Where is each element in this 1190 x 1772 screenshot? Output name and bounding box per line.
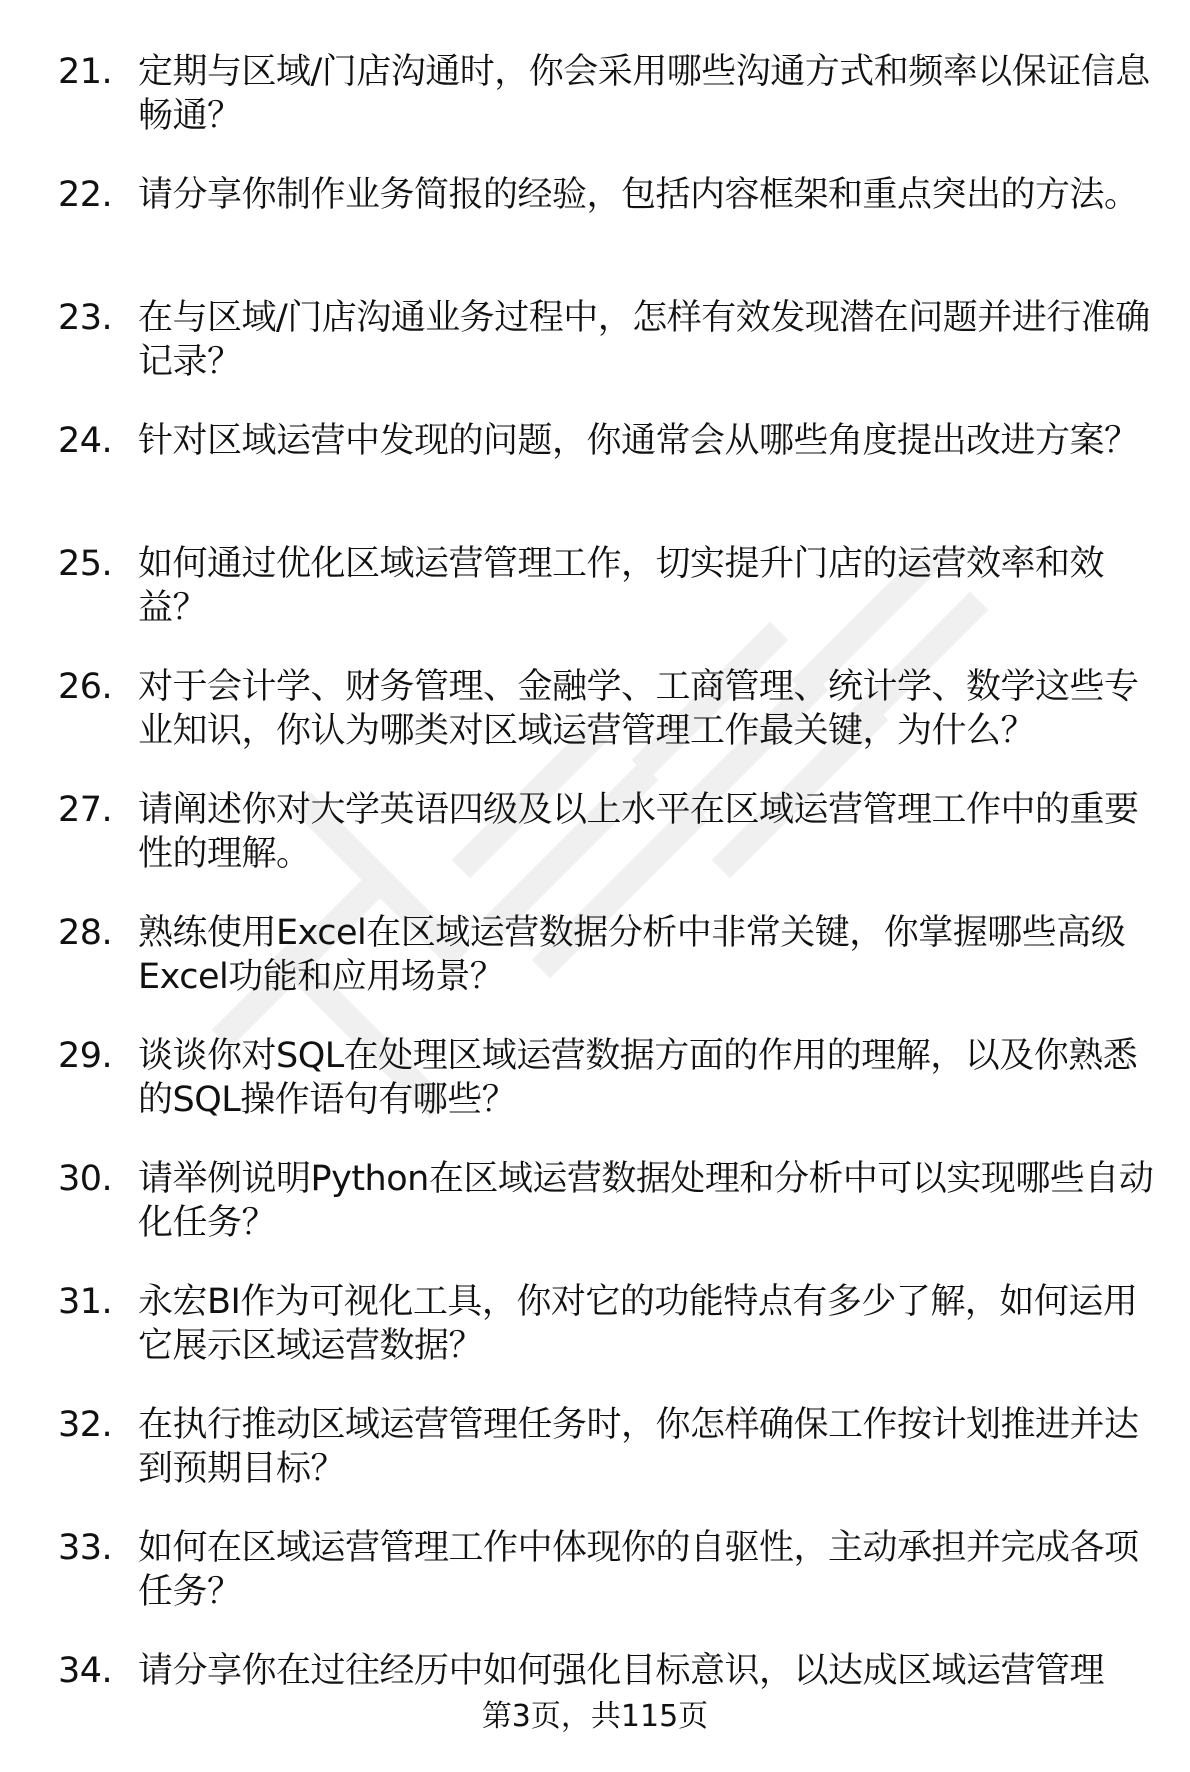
question-text: 如何在区域运营管理工作中体现你的自驱性，主动承担并完成各项任务？ xyxy=(138,1528,1139,1612)
question-text: 在执行推动区域运营管理任务时，你怎样确保工作按计划推进并达到预期目标？ xyxy=(138,1405,1139,1489)
question-number: 28. xyxy=(58,913,113,953)
list-item xyxy=(58,296,1168,419)
question-number: 30. xyxy=(58,1159,113,1199)
page-number-label: 第3页，共115页 xyxy=(481,1699,709,1734)
list-item xyxy=(58,1280,1168,1403)
question-number: 32. xyxy=(58,1405,113,1445)
list-item xyxy=(58,911,1168,1034)
question-text: 如何通过优化区域运营管理工作，切实提升门店的运营效率和效益？ xyxy=(138,544,1105,628)
question-number: 29. xyxy=(58,1036,113,1076)
list-item xyxy=(58,542,1168,665)
question-text: 请阐述你对大学英语四级及以上水平在区域运营管理工作中的重要性的理解。 xyxy=(138,790,1139,874)
list-item xyxy=(58,665,1168,788)
list-item xyxy=(58,419,1168,542)
question-number: 23. xyxy=(58,298,113,338)
question-text: 对于会计学、财务管理、金融学、工商管理、统计学、数学这些专业知识，你认为哪类对区域运营管理工作最关键，为什么？ xyxy=(138,667,1139,751)
question-number: 26. xyxy=(58,667,113,707)
list-item xyxy=(58,1034,1168,1157)
question-number: 25. xyxy=(58,544,113,584)
question-text: 在与区域/门店沟通业务过程中，怎样有效发现潜在问题并进行准确记录？ xyxy=(138,298,1150,382)
page-footer xyxy=(0,1697,1190,1737)
question-text: 请举例说明Python在区域运营数据处理和分析中可以实现哪些自动化任务？ xyxy=(138,1159,1154,1243)
question-text: 针对区域运营中发现的问题，你通常会从哪些角度提出改进方案？ xyxy=(138,421,1139,461)
list-item xyxy=(58,1526,1168,1649)
question-text: 请分享你制作业务简报的经验，包括内容框架和重点突出的方法。 xyxy=(138,175,1139,215)
list-item xyxy=(58,1157,1168,1280)
question-text: 定期与区域/门店沟通时，你会采用哪些沟通方式和频率以保证信息畅通？ xyxy=(138,52,1150,136)
list-item xyxy=(58,1403,1168,1526)
question-number: 31. xyxy=(58,1282,113,1322)
list-item xyxy=(58,788,1168,911)
question-number: 27. xyxy=(58,790,113,830)
question-number: 22. xyxy=(58,175,113,215)
question-number: 33. xyxy=(58,1528,113,1568)
list-item xyxy=(58,173,1168,296)
question-text: 熟练使用Excel在区域运营数据分析中非常关键，你掌握哪些高级Excel功能和应用场景？ xyxy=(138,913,1126,997)
question-text: 谈谈你对SQL在处理区域运营数据方面的作用的理解，以及你熟悉的SQL操作语句有哪些？ xyxy=(138,1036,1138,1120)
list-item xyxy=(58,50,1168,173)
question-number: 34. xyxy=(58,1651,113,1691)
question-list xyxy=(58,50,1168,1772)
question-number: 21. xyxy=(58,52,113,92)
question-text: 永宏BI作为可视化工具，你对它的功能特点有多少了解，如何运用它展示区域运营数据？ xyxy=(138,1282,1138,1366)
question-number: 24. xyxy=(58,421,113,461)
question-text: 请分享你在过往经历中如何强化目标意识，以达成区域运营管理 xyxy=(138,1651,1105,1691)
